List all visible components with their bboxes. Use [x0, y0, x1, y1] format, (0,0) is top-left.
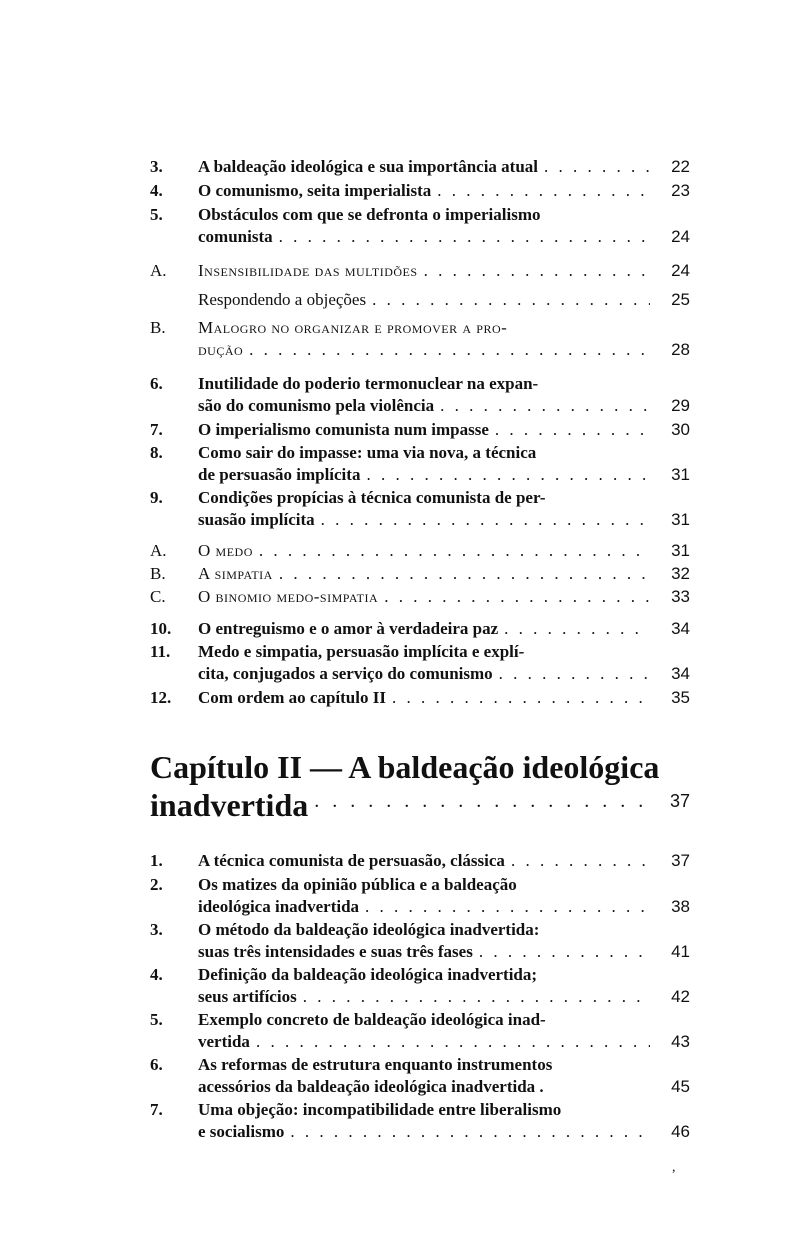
toc-entry-page: 34	[671, 619, 690, 638]
toc-entry-page: 38	[671, 897, 690, 916]
toc-entry-title: Uma objeção: incompatibilidade entre liberalismo	[198, 1100, 562, 1119]
toc-entry-number: 2.	[150, 875, 163, 894]
toc-entry-title: O binomio medo-simpatia	[198, 587, 379, 606]
toc-entry-letter: B.	[150, 318, 166, 337]
toc-entry-page: 23	[671, 181, 690, 200]
toc-entry-title: Obstáculos com que se defronta o imperialismo	[198, 205, 541, 224]
chapter-heading	[150, 748, 690, 824]
toc-entry-page: 22	[671, 157, 690, 176]
toc-entry-title-cont: cita, conjugados a serviço do comunismo	[198, 664, 493, 683]
toc-entry-number: 5.	[150, 1010, 163, 1029]
toc-entry-title: Os matizes da opinião pública e a baldeação	[198, 875, 517, 894]
toc-entry-title: Respondendo a objeções	[198, 290, 367, 309]
toc-entry-title: O método da baldeação ideológica inadvertida:	[198, 920, 540, 939]
toc-entry	[150, 419, 690, 441]
toc-entry-number: 9.	[150, 488, 163, 507]
chapter-title-cont: inadvertida	[150, 787, 309, 823]
toc-entry-number: 7.	[150, 1100, 163, 1119]
toc-entry-title-cont: de persuasão implícita	[198, 465, 361, 484]
toc-entry	[150, 687, 690, 709]
toc-entry-number: 6.	[150, 374, 163, 393]
page-mark: ,	[672, 1160, 676, 1175]
toc-entry	[150, 850, 690, 872]
toc-entry-page: 45	[671, 1077, 690, 1096]
toc-entry-page: 43	[671, 1032, 690, 1051]
toc-entry-letter: A.	[150, 541, 167, 560]
toc-entry-number: 3.	[150, 157, 163, 176]
toc-entry	[150, 964, 690, 1008]
chapter-page: 37	[669, 791, 690, 811]
toc-entry	[150, 919, 690, 963]
toc-entry-title: Definição da baldeação ideológica inadvertida;	[198, 965, 538, 984]
toc-entry-letter: C.	[150, 587, 166, 606]
toc-entry-page: 24	[671, 227, 690, 246]
toc-entry-title: Inutilidade do poderio termonuclear na expan-	[198, 374, 539, 393]
toc-entry-title-cont: vertida	[198, 1032, 250, 1051]
toc-entry	[150, 204, 690, 248]
toc-entry-number: 4.	[150, 181, 163, 200]
toc-entry-title: A baldeação ideológica e sua importância atual	[198, 157, 538, 176]
toc-entry-title: A simpatia	[198, 564, 273, 583]
toc-entry-title: A técnica comunista de persuasão, clássica	[198, 851, 505, 870]
toc-subentry	[150, 586, 690, 608]
toc-entry-title-cont: e socialismo	[198, 1122, 285, 1141]
toc-entry-page: 42	[671, 987, 690, 1006]
toc-entry-title: O imperialismo comunista num impasse	[198, 420, 489, 439]
toc-entry-number: 10.	[150, 619, 172, 638]
toc-entry-page: 37	[671, 851, 690, 870]
toc-entry-title: O comunismo, seita imperialista	[198, 181, 432, 200]
toc-entry-number: 12.	[150, 688, 172, 707]
toc-subentry	[150, 289, 690, 311]
toc-entry-number: 3.	[150, 920, 163, 939]
toc-subentry	[150, 540, 690, 562]
toc-entry	[150, 156, 690, 178]
toc-entry-page: 33	[671, 587, 690, 606]
toc-entry-title: O entreguismo e o amor à verdadeira paz	[198, 619, 499, 638]
toc-entry-page: 31	[671, 541, 690, 560]
toc-entry-title: Malogro no organizar e promover a pro-	[198, 318, 508, 337]
toc-entry-number: 7.	[150, 420, 163, 439]
toc-entry-title: O medo	[198, 541, 253, 560]
toc-subentry	[150, 260, 690, 282]
toc-entry-page: 34	[671, 664, 690, 683]
toc-entry-page: 35	[671, 688, 690, 707]
toc-entry-title-cont: são do comunismo pela violência	[198, 396, 435, 415]
toc-entry-title-cont: dução	[198, 340, 244, 359]
toc-subentry	[150, 563, 690, 585]
toc-entry	[150, 487, 690, 531]
toc-entry-title-cont: seus artifícios	[198, 987, 297, 1006]
toc-entry-page: 29	[671, 396, 690, 415]
toc-entry-title: As reformas de estrutura enquanto instrumentos	[198, 1055, 553, 1074]
toc-entry-letter: B.	[150, 564, 166, 583]
toc-entry	[150, 1054, 690, 1098]
toc-entry-page: 28	[671, 340, 690, 359]
toc-entry-number: 8.	[150, 443, 163, 462]
toc-entry-number: 1.	[150, 851, 163, 870]
toc-entry-title-cont: suasão implícita	[198, 510, 315, 529]
toc-entry-title-cont: acessórios da baldeação ideológica inadvertida .	[198, 1077, 544, 1096]
toc-entry-page: 41	[671, 942, 690, 961]
toc-entry-number: 11.	[150, 642, 171, 661]
toc-entry-page: 30	[671, 420, 690, 439]
toc-entry-number: 4.	[150, 965, 163, 984]
toc-entry-title: Como sair do impasse: uma via nova, a técnica	[198, 443, 537, 462]
toc-entry	[150, 874, 690, 918]
toc-subentry	[150, 317, 690, 361]
chapter-title: Capítulo II — A baldeação ideológica	[150, 749, 660, 785]
toc-entry	[150, 1099, 690, 1143]
toc-entry-page: 31	[671, 465, 690, 484]
toc-entry-number: 5.	[150, 205, 163, 224]
toc-entry	[150, 373, 690, 417]
toc-entry-title: Medo e simpatia, persuasão implícita e explí-	[198, 642, 525, 661]
toc-entry-number: 6.	[150, 1055, 163, 1074]
toc-entry-page: 32	[671, 564, 690, 583]
toc-entry-title-cont: comunista	[198, 227, 273, 246]
toc-entry-title: Condições propícias à técnica comunista de per-	[198, 488, 546, 507]
toc-entry-title-cont: ideológica inadvertida	[198, 897, 360, 916]
toc-entry-page: 31	[671, 510, 690, 529]
toc-entry-page: 46	[671, 1122, 690, 1141]
toc-entry-title: Insensibilidade das multidões	[198, 261, 418, 280]
toc-entry	[150, 180, 690, 202]
toc-entry-title: Com ordem ao capítulo II	[198, 688, 386, 707]
toc-entry	[150, 1009, 690, 1053]
toc-entry	[150, 442, 690, 486]
toc-entry-title: Exemplo concreto de baldeação ideológica inad-	[198, 1010, 546, 1029]
toc-entry-page: 25	[671, 290, 690, 309]
toc-entry	[150, 618, 690, 640]
toc-entry-letter: A.	[150, 261, 167, 280]
toc-entry-title-cont: suas três intensidades e suas três fases	[198, 942, 473, 961]
toc-entry	[150, 641, 690, 685]
toc-entry-page: 24	[671, 261, 690, 280]
